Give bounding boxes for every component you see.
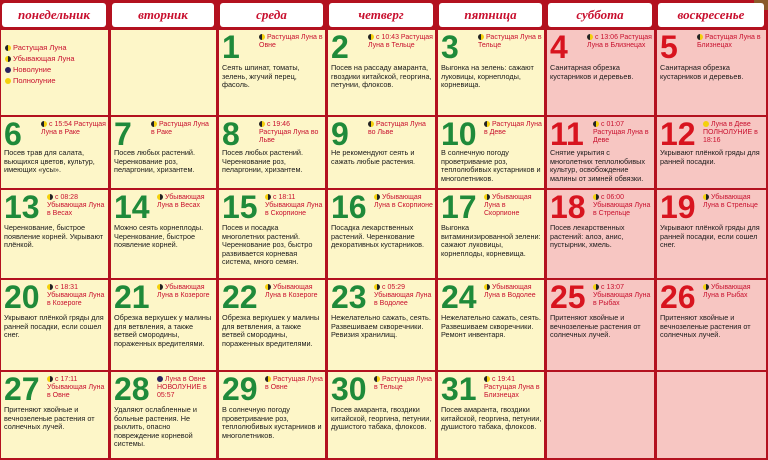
day-cell-3 [438,30,544,115]
waning-moon-icon [374,284,380,290]
moon-phase-info [368,121,433,137]
gardening-advice: Нежелательно сажать, сеять. Развешиваем скворечники. Ревизия хранилищ. [331,313,431,340]
moon-phase-info [265,284,323,300]
gardening-advice: Сеять шпинат, томаты, зелень, жгучий перец, фасоль. [222,63,300,90]
legend-label: Растущая Луна [13,43,67,52]
moon-phase-info [157,376,214,400]
moon-phase-text: Убывающая Луна в Весах [157,194,205,209]
gardening-advice: Посадка лекарственных растений. Черенкование декоративных кустарников. [331,223,425,250]
moon-phase-text: с 13:07 Убывающая Луна в Рыбах [593,284,651,307]
day-cell-2 [328,30,435,115]
waxing-moon-icon [5,45,11,51]
waxing-moon-icon [587,34,593,40]
waning-moon-icon [703,284,709,290]
waning-moon-icon [157,194,163,200]
empty-cell [547,372,654,458]
waxing-moon-icon [151,121,157,127]
day-cell-28 [111,372,216,458]
moon-phase-text: с 19:46 Растущая Луна во Льве [259,121,319,144]
moon-phase-text: с 18:31 Убывающая Луна в Козероге [47,284,105,307]
day-number: 7 [114,117,132,152]
day-number: 14 [114,190,150,225]
waning-moon-icon [5,56,11,62]
moon-phase-text: Растущая Луна в Близнецах [697,34,761,49]
moon-phase-info [374,376,433,392]
day-cell-30 [328,372,435,458]
moon-phase-text: с 19:41 Растущая Луна в Близнецах [484,376,540,399]
moon-phase-info [587,34,652,50]
waxing-moon-icon [374,376,380,382]
moon-phase-text: Убывающая Луна в Скорпионе [484,194,532,217]
full-moon-icon [703,121,709,127]
moon-phase-info [259,121,323,145]
gardening-advice: Не рекомендуют сеять и сажать любые растения. [331,148,416,166]
day-cell-17 [438,190,544,278]
day-number: 26 [660,280,696,315]
moon-phase-text: Растущая Луна в Тельце [374,376,432,391]
new-moon-icon [157,376,163,382]
day-cell-22 [219,280,325,370]
day-number: 31 [441,372,477,407]
day-number: 25 [550,280,586,315]
waxing-moon-icon [484,121,490,127]
legend-cell [1,30,108,115]
day-number: 9 [331,117,349,152]
moon-phase-info [593,121,652,145]
legend-item [5,75,75,86]
waning-moon-icon [47,376,53,382]
day-cell-18 [547,190,654,278]
day-header-5: суббота [548,3,652,27]
day-cell-26 [657,280,766,370]
day-cell-24 [438,280,544,370]
gardening-advice: Укрывают плёнкой гряды для ранней посадки. [660,148,760,166]
day-cell-21 [111,280,216,370]
moon-phase-info [151,121,214,137]
day-number: 23 [331,280,367,315]
moon-phase-text: Убывающая Луна в Козероге [265,284,318,299]
empty-cell [111,30,216,115]
gardening-advice: Нежелательно сажать, сеять. Развешиваем скворечники. Ремонт инвентаря. [441,313,541,340]
waxing-moon-icon [478,34,484,40]
moon-phase-text: Убывающая Луна в Рыбах [703,284,751,299]
moon-phase-text: с 08:28 Убывающая Луна в Весах [47,194,105,217]
day-number: 16 [331,190,367,225]
gardening-advice: Выгонка витаминизированной зелени: сажают луковицы, корнеплоды, корневища. [441,223,541,258]
gardening-advice: Снятие укрытия с многолетних теплолюбивых культур, освобождение малины от зимней обвязки. [550,148,645,183]
day-number: 20 [4,280,40,315]
gardening-advice: Санитарная обрезка кустарников и деревьев. [550,63,634,81]
moon-phase-text: с 17:11 Убывающая Луна в Овне [47,376,105,399]
gardening-advice: Притеняют хвойные и вечнозеленые растения от солнечных лучей. [4,405,95,432]
day-header-4: пятница [439,3,542,27]
moon-phase-info [265,194,323,218]
gardening-advice: Посев любых растений. Черенкование роз, пеларгонии, хризантем. [222,148,304,175]
legend-label: Убывающая Луна [13,54,75,63]
waxing-moon-icon [41,121,47,127]
gardening-advice: Посев амаранта, гвоздики китайской, георгина, петунии, душистого табака, флоксов. [441,405,542,432]
day-number: 27 [4,372,40,407]
waxing-moon-icon [368,34,374,40]
gardening-advice: Посев любых растений. Черенкование роз, пеларгонии, хризантем. [114,148,196,175]
gardening-advice: Притеняют хвойные и вечнозеленые растения от солнечных лучей. [550,313,641,340]
day-header-3: четверг [329,3,433,27]
waxing-moon-icon [259,34,265,40]
legend-label: Полнолуние [13,76,56,85]
moon-phase-text: Растущая Луна в Деве [484,121,542,136]
gardening-advice: Посев трав для салата, вьющихся цветов, культур, имеющих «усы». [4,148,95,175]
moon-phase-text: с 15:54 Растущая Луна в Раке [41,121,106,136]
waning-moon-icon [593,194,599,200]
moon-phase-info [484,376,542,400]
day-number: 6 [4,117,22,152]
moon-phase-info [484,121,542,137]
gardening-advice: Притеняют хвойные и вечнозеленые растения от солнечных лучей. [660,313,751,340]
moon-phase-text: Убывающая Луна в Водолее [484,284,536,299]
day-number: 3 [441,30,459,65]
gardening-advice: Санитарная обрезка кустарников и деревьев. [660,63,744,81]
gardening-advice: Посев и посадка многолетних растений. Черенкование роз, быстро развивается корневая система, много семян. [222,223,313,267]
moon-phase-info [484,194,542,218]
moon-phase-text: Растущая Луна в Раке [151,121,209,136]
waning-moon-icon [265,194,271,200]
gardening-advice: Можно сеять корнеплоды. Черенкование, быстрое появление корней. [114,223,204,250]
legend-item [5,53,75,64]
day-cell-29 [219,372,325,458]
gardening-advice: Выгонка на зелень: сажают луковицы, корнеплоды, корневища. [441,63,534,90]
moon-phase-info [368,34,433,50]
day-number: 1 [222,30,240,65]
legend-item [5,64,75,75]
day-cell-25 [547,280,654,370]
legend-label: Новолуние [13,65,52,74]
day-number: 4 [550,30,568,65]
gardening-advice: Посев амаранта, гвоздики китайской, георгина, петунии, душистого табака, флоксов. [331,405,432,432]
day-number: 10 [441,117,477,152]
moon-phase-text: с 18:11 Убывающая Луна в Скорпионе [265,194,323,217]
moon-phase-info [703,194,764,210]
moon-phase-info [47,194,106,218]
moon-phase-info [593,284,652,308]
day-cell-12 [657,117,766,188]
moon-phase-text: с 01:07 Растущая Луна в Деве [593,121,649,144]
day-cell-31 [438,372,544,458]
day-number: 30 [331,372,367,407]
moon-phase-text: Убывающая Луна в Стрельце [703,194,758,209]
moon-phase-text: Растущая Луна во Льве [368,121,426,136]
moon-phase-text: Луна в Деве ПОЛНОЛУНИЕ в 18:16 [703,121,758,144]
day-cell-19 [657,190,766,278]
day-number: 21 [114,280,150,315]
waxing-moon-icon [484,376,490,382]
day-cell-9 [328,117,435,188]
day-header-2: среда [220,3,323,27]
day-number: 19 [660,190,696,225]
day-cell-11 [547,117,654,188]
day-number: 22 [222,280,258,315]
day-number: 29 [222,372,258,407]
moon-phase-text: с 05:29 Убывающая Луна в Водолее [374,284,432,307]
day-number: 8 [222,117,240,152]
moon-phase-info [484,284,542,300]
day-cell-23 [328,280,435,370]
day-number: 17 [441,190,477,225]
day-number: 5 [660,30,678,65]
waxing-moon-icon [697,34,703,40]
moon-phase-info [265,376,323,392]
day-cell-8 [219,117,325,188]
waxing-moon-icon [593,121,599,127]
day-number: 13 [4,190,40,225]
gardening-advice: Черенкование, быстрое появление корней. Укрывают плёнкой. [4,223,104,250]
day-cell-14 [111,190,216,278]
day-cell-7 [111,117,216,188]
gardening-advice: Удаляют ослабленные и больные растения. Не рыхлить, опасно повреждение корневой системы. [114,405,197,449]
day-cell-20 [1,280,108,370]
day-cell-13 [1,190,108,278]
moon-phase-text: с 13:06 Растущая Луна в Близнецах [587,34,652,49]
day-cell-10 [438,117,544,188]
waning-moon-icon [484,284,490,290]
gardening-advice: Укрывают плёнкой гряды для ранней посадки, если сошел снег. [660,223,760,250]
moon-phase-info [374,194,433,210]
day-number: 11 [550,117,584,152]
gardening-advice: Укрывают плёнкой гряды для ранней посадки, если сошел снег. [4,313,104,340]
waning-moon-icon [374,194,380,200]
moon-phase-info [259,34,323,50]
full-moon-icon [5,78,11,84]
day-number: 15 [222,190,258,225]
moon-phase-info [593,194,652,218]
moon-phase-info [703,121,764,145]
moon-phase-text: Луна в Овне НОВОЛУНИЕ в 05:57 [157,376,207,399]
moon-phase-info [478,34,542,50]
gardening-advice: В солнечную погоду проветривание роз, теплолюбивых кустарников и многолетников. [441,148,541,183]
day-cell-4 [547,30,654,115]
moon-legend [5,42,75,86]
moon-phase-text: Растущая Луна в Овне [265,376,323,391]
moon-phase-info [703,284,764,300]
day-header-6: воскресенье [658,3,764,27]
waning-moon-icon [484,194,490,200]
day-number: 12 [660,117,696,152]
day-cell-16 [328,190,435,278]
day-number: 18 [550,190,586,225]
day-header-1: вторник [112,3,214,27]
waning-moon-icon [265,284,271,290]
day-number: 2 [331,30,349,65]
waning-moon-icon [47,284,53,290]
day-number: 28 [114,372,150,407]
day-cell-1 [219,30,325,115]
moon-phase-text: Убывающая Луна в Козероге [157,284,210,299]
moon-phase-info [374,284,433,308]
day-number: 24 [441,280,477,315]
gardening-advice: Посев на рассаду амаранта, гвоздики китайской, георгина, петунии, флоксов. [331,63,432,90]
moon-phase-info [47,284,106,308]
waning-moon-icon [703,194,709,200]
moon-phase-info [697,34,764,50]
day-cell-6 [1,117,108,188]
moon-phase-info [157,194,214,210]
waxing-moon-icon [265,376,271,382]
day-header-0: понедельник [2,3,106,27]
day-cell-5 [657,30,766,115]
new-moon-icon [5,67,11,73]
waning-moon-icon [47,194,53,200]
moon-phase-text: Убывающая Луна в Скорпионе [374,194,433,209]
empty-cell [657,372,766,458]
moon-phase-text: с 10:43 Растущая Луна в Тельце [368,34,433,49]
waxing-moon-icon [259,121,265,127]
moon-phase-info [157,284,214,300]
gardening-advice: Обрезка верхушек у малины для ветвления, а также ветвей смородины, пораженных вредителями. [114,313,212,348]
gardening-advice: Обрезка верхушек у малины для ветвления, а также ветвей смородины, пораженных вредителями. [222,313,320,348]
moon-phase-text: Растущая Луна в Тельце [478,34,542,49]
gardening-advice: Посев лекарственных растений: алоэ, анис, пустырник, хмель. [550,223,625,250]
waxing-moon-icon [368,121,374,127]
day-cell-27 [1,372,108,458]
moon-phase-text: с 06:00 Убывающая Луна в Стрельце [593,194,651,217]
moon-phase-text: Растущая Луна в Овне [259,34,323,49]
moon-phase-info [47,376,106,400]
gardening-advice: В солнечную погоду проветривание роз, теплолюбивых кустарников и многолетников. [222,405,322,440]
moon-phase-info [41,121,106,137]
waning-moon-icon [157,284,163,290]
legend-item [5,42,75,53]
day-cell-15 [219,190,325,278]
waning-moon-icon [593,284,599,290]
